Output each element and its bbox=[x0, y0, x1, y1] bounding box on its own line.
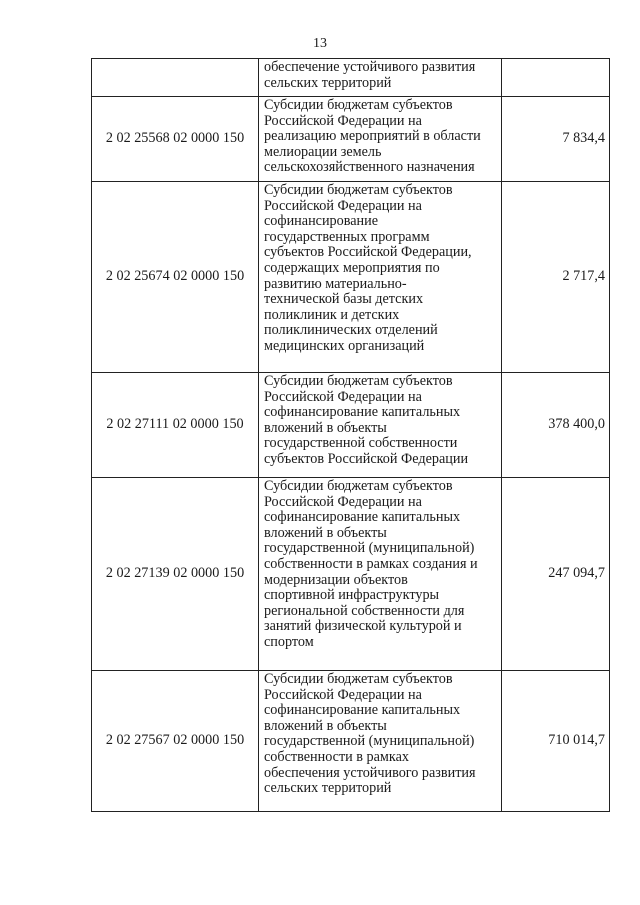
revenue-name-cell: Субсидии бюджетам субъектов Российской Федерации на софинансирование государственных программ субъектов Российской Федерации, содержащих мероприятия по развитию материально- технической базы детских поликлиник и детских поликлинических отделений медицинских организаций bbox=[259, 182, 502, 373]
revenue-name-cell: Субсидии бюджетам субъектов Российской Федерации на софинансирование капитальных вложений в объекты государственной (муниципальной) собственности в рамках создания и модернизации объектов спортивной инфраструктуры региональной собственности для занятий физической культурой и спортом bbox=[259, 478, 502, 671]
budget-revenue-table bbox=[91, 58, 610, 812]
revenue-code-cell: 2 02 27139 02 0000 150 bbox=[92, 478, 259, 671]
revenue-name-cell: Субсидии бюджетам субъектов Российской Федерации на софинансирование капитальных вложений в объекты государственной (муниципальной) собственности в рамках обеспечения устойчивого развития сельских территорий bbox=[259, 671, 502, 812]
amount-cell bbox=[502, 59, 610, 97]
page-number: 13 bbox=[313, 36, 327, 51]
revenue-name-cell: обеспечение устойчивого развития сельских территорий bbox=[259, 59, 502, 97]
amount-cell: 247 094,7 bbox=[502, 478, 610, 671]
revenue-code-cell: 2 02 25674 02 0000 150 bbox=[92, 182, 259, 373]
table-row bbox=[92, 671, 610, 812]
revenue-code-cell: 2 02 27111 02 0000 150 bbox=[92, 373, 259, 478]
table-row bbox=[92, 97, 610, 182]
revenue-name-cell: Субсидии бюджетам субъектов Российской Федерации на софинансирование капитальных вложений в объекты государственной собственности субъектов Российской Федерации bbox=[259, 373, 502, 478]
revenue-name-cell: Субсидии бюджетам субъектов Российской Федерации на реализацию мероприятий в области мелиорации земель сельскохозяйственного назначения bbox=[259, 97, 502, 182]
table-row bbox=[92, 182, 610, 373]
table-row bbox=[92, 478, 610, 671]
amount-cell: 7 834,4 bbox=[502, 97, 610, 182]
table-row bbox=[92, 59, 610, 97]
amount-cell: 378 400,0 bbox=[502, 373, 610, 478]
revenue-code-cell: 2 02 27567 02 0000 150 bbox=[92, 671, 259, 812]
amount-cell: 710 014,7 bbox=[502, 671, 610, 812]
amount-cell: 2 717,4 bbox=[502, 182, 610, 373]
revenue-code-cell: 2 02 25568 02 0000 150 bbox=[92, 97, 259, 182]
revenue-code-cell bbox=[92, 59, 259, 97]
table-row bbox=[92, 373, 610, 478]
